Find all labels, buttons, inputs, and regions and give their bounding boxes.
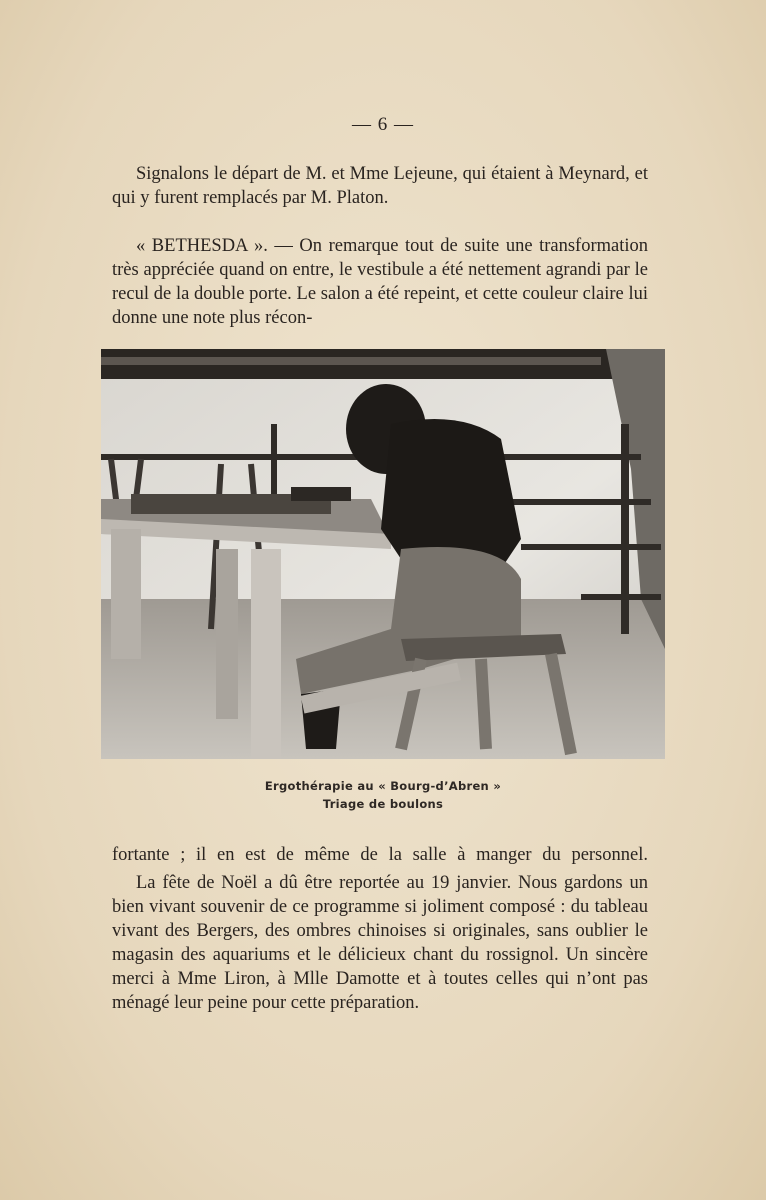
paragraph-continuation: fortante ; il en est de même de la salle à manger du personnel. [112,845,648,865]
page-number: — 6 — [352,114,414,135]
paragraph-christmas: La fête de Noël a dû être reportée au 19 janvier. Nous gardons un bien vivant souvenir de ce programme si joliment composé : du tableau vivant des Bergers, des ombres chinoises si originales, sans oublier le magasin des aquariums et le délicieux chant du rossignol. Un sincère merci à Mme Liron, à Mlle Damotte et à toutes celles qui n’ont pas ménagé leur peine pour cette préparation. [112,873,648,1013]
workshop-photo [101,349,665,759]
paragraph-bethesda: « BETHESDA ». — On remarque tout de suite une transformation très appréciée quand on entre, le vestibule a été nettement agrandi par le recul de la double porte. Le salon a été repeint, et cette couleur claire lui donne une note plus récon- [112,236,648,328]
paragraph-departures: Signalons le départ de M. et Mme Lejeune, qui étaient à Meynard, et qui y furent remplacés par M. Platon. [112,164,648,208]
photo-caption-title: Ergothérapie au « Bourg-d’Abren » [264,779,502,793]
photo-caption-subtitle: Triage de boulons [322,797,444,811]
